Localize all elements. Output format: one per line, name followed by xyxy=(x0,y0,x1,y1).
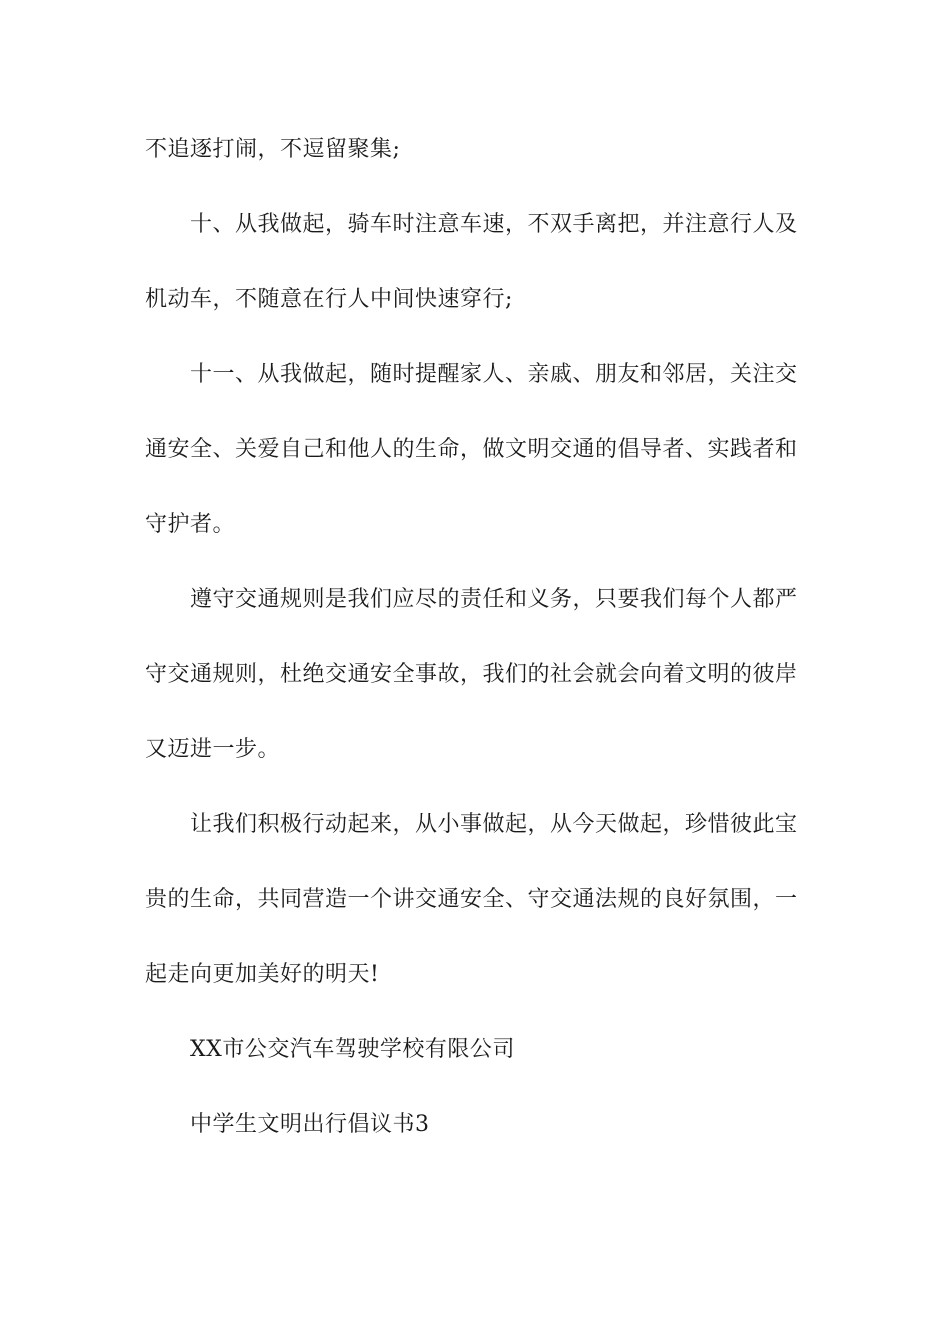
paragraph-start-line: 十一、从我做起，随时提醒家人、亲戚、朋友和邻居，关注交 xyxy=(190,362,798,387)
paragraph-start-line: 十、从我做起，骑车时注意车速，不双手离把，并注意行人及 xyxy=(190,212,798,237)
paragraph-start-line: 让我们积极行动起来，从小事做起，从今天做起，珍惜彼此宝 xyxy=(190,812,798,837)
text-line: 机动车，不随意在行人中间快速穿行; xyxy=(145,287,513,312)
text-line: 起走向更加美好的明天! xyxy=(145,962,380,987)
text-line: 守交通规则，杜绝交通安全事故，我们的社会就会向着文明的彼岸 xyxy=(145,662,798,687)
signature-line: XX市公交汽车驾驶学校有限公司 xyxy=(190,1037,515,1062)
section-title: 中学生文明出行倡议书3 xyxy=(190,1112,430,1137)
text-line: 不追逐打闹，不逗留聚集; xyxy=(145,137,401,162)
text-line: 又迈进一步。 xyxy=(145,737,281,762)
text-line: 通安全、关爱自己和他人的生命，做文明交通的倡导者、实践者和 xyxy=(145,437,798,462)
text-line: 贵的生命，共同营造一个讲交通安全、守交通法规的良好氛围，一 xyxy=(145,887,798,912)
paragraph-start-line: 遵守交通规则是我们应尽的责任和义务，只要我们每个人都严 xyxy=(190,587,798,612)
text-line: 守护者。 xyxy=(145,512,236,537)
